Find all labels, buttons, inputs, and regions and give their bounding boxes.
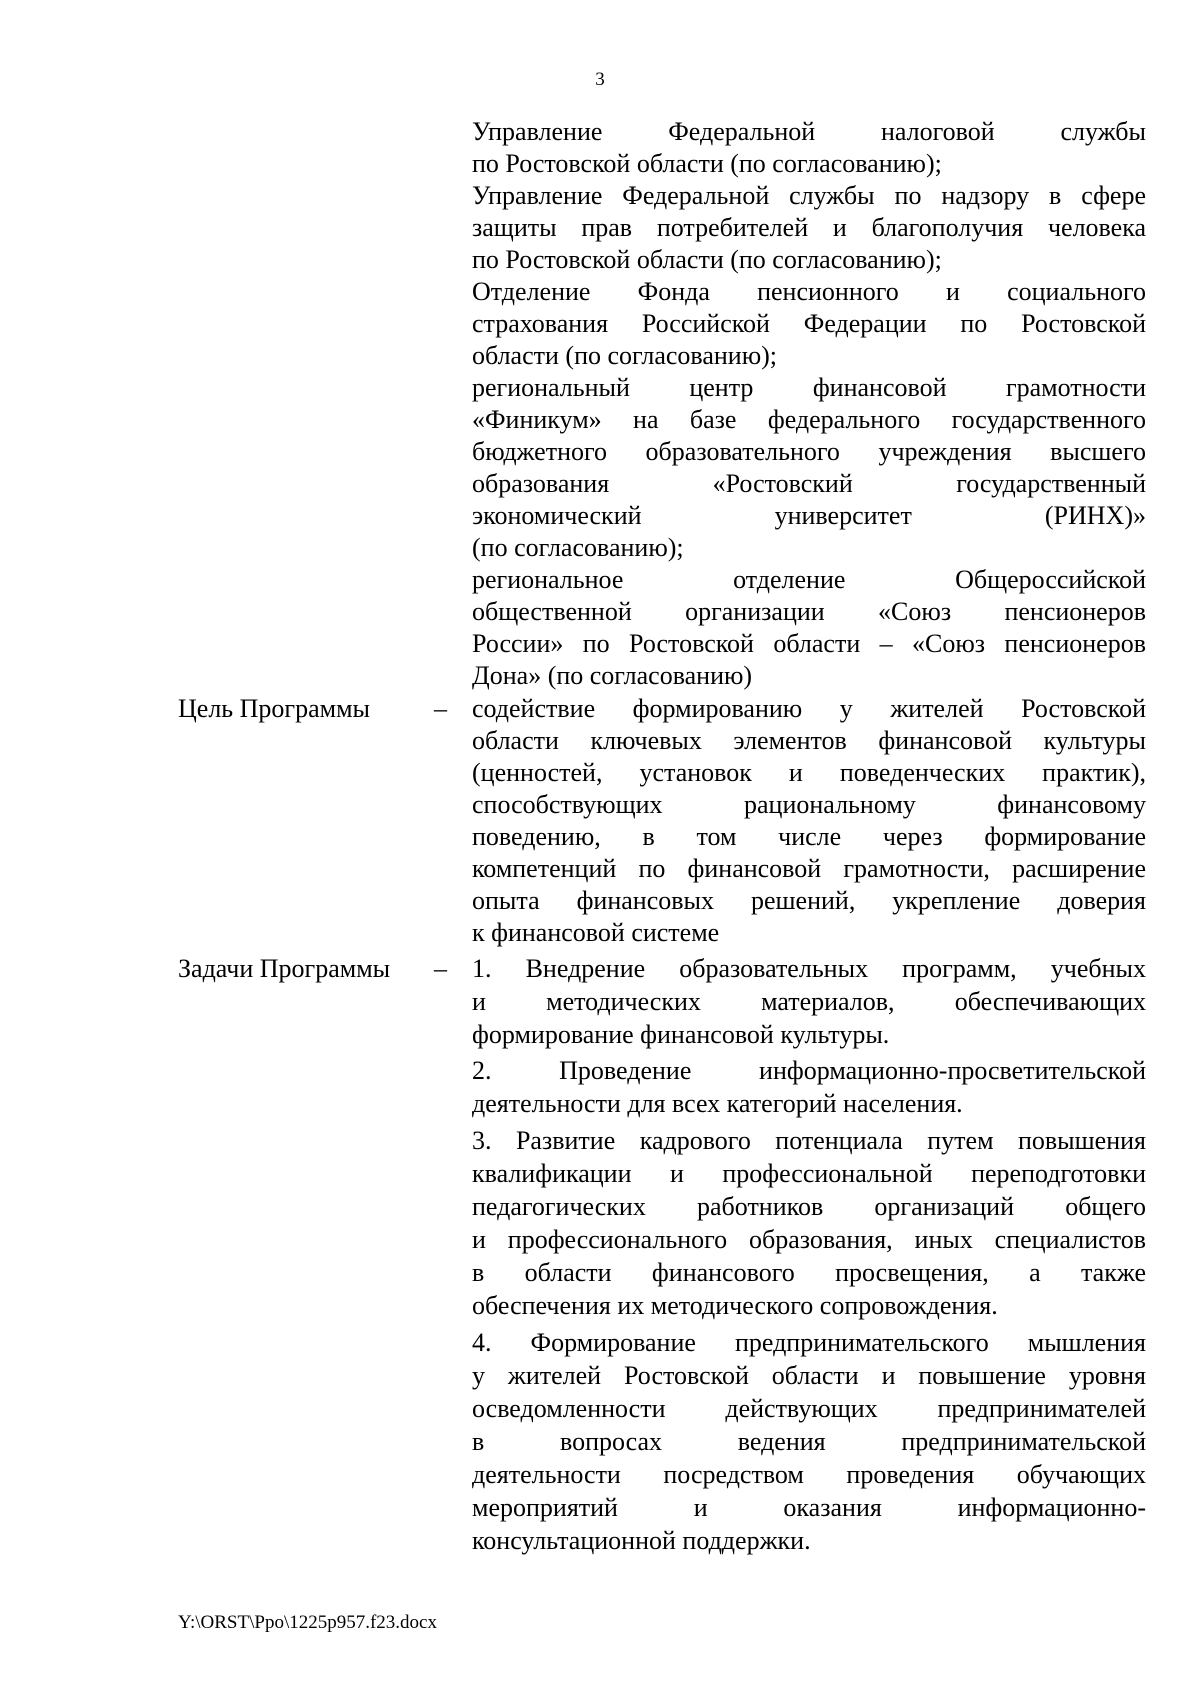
task-line: и методических материалов, обеспечивающих — [472, 987, 1146, 1016]
participants-line: образования «Ростовский государственный — [472, 469, 1146, 498]
participants-line: «Финикум» на базе федерального государственного — [472, 405, 1146, 434]
task-line: 4. Формирование предпринимательского мышления — [472, 1328, 1146, 1357]
tasks-label: Задачи Программы — [178, 954, 391, 983]
task-line: деятельности посредством проведения обучающих — [472, 1460, 1146, 1489]
task-line: в вопросах ведения предпринимательской — [472, 1427, 1146, 1456]
goal-line: содействие формированию у жителей Ростовской — [472, 694, 1146, 723]
participants-line: области (по согласованию); — [472, 341, 778, 370]
tasks-dash: – — [434, 954, 447, 983]
task-line: консультационной поддержки. — [472, 1526, 811, 1555]
participants-line: (по согласованию); — [472, 533, 684, 562]
participants-line: по Ростовской области (по согласованию); — [472, 149, 942, 178]
participants-line: по Ростовской области (по согласованию); — [472, 245, 942, 274]
goal-line: к финансовой системе — [472, 918, 720, 947]
participants-line: экономический университет (РИНХ)» — [472, 501, 1146, 530]
participants-line: бюджетного образовательного учреждения высшего — [472, 437, 1146, 466]
task-line: 1. Внедрение образовательных программ, учебных — [472, 954, 1146, 983]
participants-line: защиты прав потребителей и благополучия человека — [472, 213, 1146, 242]
goal-line: (ценностей, установок и поведенческих практик), — [472, 758, 1146, 787]
goal-line: компетенций по финансовой грамотности, расширение — [472, 854, 1146, 883]
task-line: деятельности для всех категорий населения. — [472, 1089, 963, 1118]
participants-line: России» по Ростовской области – «Союз пенсионеров — [472, 629, 1146, 658]
participants-line: региональное отделение Общероссийской — [472, 565, 1146, 594]
page-number: 3 — [595, 69, 605, 90]
participants-line: Дона» (по согласованию) — [472, 661, 753, 690]
task-line: обеспечения их методического сопровождения. — [472, 1291, 998, 1320]
goal-line: области ключевых элементов финансовой культуры — [472, 726, 1146, 755]
task-line: формирование финансовой культуры. — [472, 1020, 890, 1049]
task-line: 2. Проведение информационно-просветительской — [472, 1056, 1146, 1085]
task-line: у жителей Ростовской области и повышение уровня — [472, 1361, 1146, 1390]
goal-dash: – — [434, 694, 447, 723]
task-line: осведомленности действующих предпринимателей — [472, 1394, 1146, 1423]
goal-line: поведению, в том числе через формирование — [472, 822, 1146, 851]
participants-line: общественной организации «Союз пенсионеров — [472, 597, 1146, 626]
task-line: квалификации и профессиональной переподготовки — [472, 1159, 1146, 1188]
task-line: педагогических работников организаций общего — [472, 1192, 1146, 1221]
participants-line: Управление Федеральной налоговой службы — [472, 117, 1146, 146]
participants-line: региональный центр финансовой грамотности — [472, 373, 1146, 402]
goal-line: способствующих рациональному финансовому — [472, 790, 1146, 819]
goal-line: опыта финансовых решений, укрепление доверия — [472, 886, 1146, 915]
file-path-footer: Y:\ORST\Ppo\1225p957.f23.docx — [178, 1612, 437, 1633]
goal-label: Цель Программы — [178, 694, 371, 723]
task-line: в области финансового просвещения, а также — [472, 1258, 1146, 1287]
participants-line: Отделение Фонда пенсионного и социального — [472, 277, 1146, 306]
task-line: и профессионального образования, иных специалистов — [472, 1225, 1146, 1254]
participants-line: страхования Российской Федерации по Ростовской — [472, 309, 1146, 338]
task-line: мероприятий и оказания информационно- — [472, 1493, 1146, 1522]
task-line: 3. Развитие кадрового потенциала путем повышения — [472, 1126, 1146, 1155]
participants-line: Управление Федеральной службы по надзору в сфере — [472, 181, 1146, 210]
